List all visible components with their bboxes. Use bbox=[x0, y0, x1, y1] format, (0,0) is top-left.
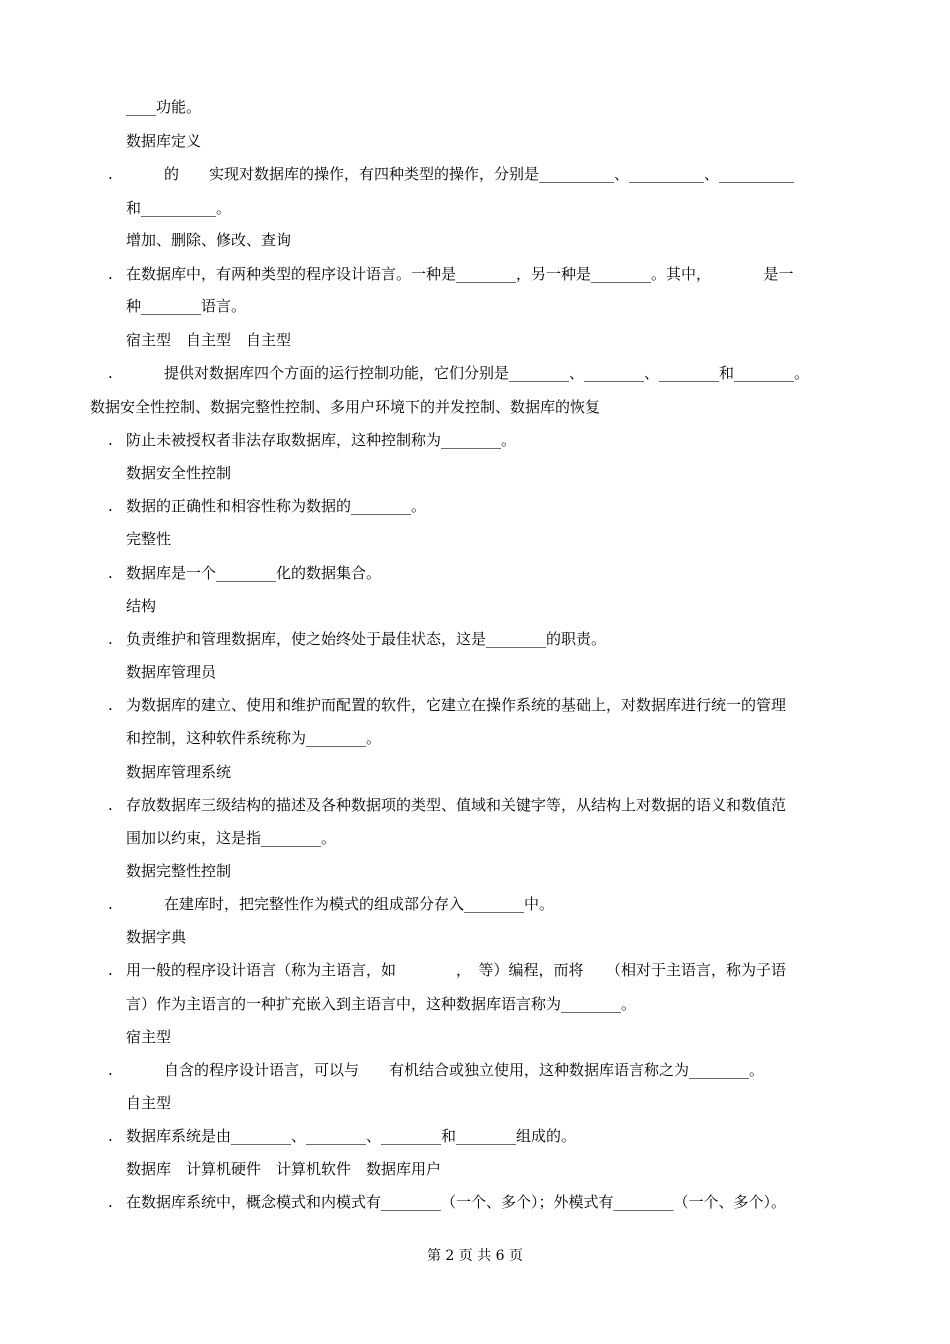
answer-line: 宿主型 自主型 自主型 bbox=[126, 331, 292, 349]
question-bullet: . bbox=[108, 165, 113, 183]
question-line: 负责维护和管理数据库，使之始终处于最佳状态，这是________的职责。 bbox=[126, 630, 607, 648]
answer-line: 数据库 计算机硬件 计算机软件 数据库用户 bbox=[126, 1160, 442, 1178]
question-line: 和控制，这种软件系统称为________。 bbox=[126, 729, 382, 747]
answer-line: 数据安全性控制 bbox=[126, 464, 232, 482]
answer-line: 结构 bbox=[126, 597, 157, 615]
question-bullet: . bbox=[108, 265, 113, 283]
question-line: 在数据库中，有两种类型的程序设计语言。一种是________，另一种是________。其中， 是一 bbox=[126, 265, 794, 283]
question-line: 和__________。 bbox=[126, 199, 232, 217]
question-bullet: . bbox=[108, 961, 113, 979]
answer-line: 数据库管理系统 bbox=[126, 763, 232, 781]
question-bullet: . bbox=[108, 895, 113, 913]
question-line: 围加以约束，这是指________。 bbox=[126, 829, 337, 847]
question-bullet: . bbox=[108, 1061, 113, 1079]
question-line: 提供对数据库四个方面的运行控制功能，它们分别是________、________、________和________。 bbox=[164, 364, 810, 382]
question-line: 为数据库的建立、使用和维护而配置的软件，它建立在操作系统的基础上，对数据库进行统一的管理 bbox=[126, 696, 787, 714]
page-number-footer: 第 2 页 共 6 页 bbox=[426, 1248, 524, 1264]
answer-line: 自主型 bbox=[126, 1094, 172, 1112]
question-bullet: . bbox=[108, 564, 113, 582]
question-line: 自含的程序设计语言，可以与 有机结合或独立使用，这种数据库语言称之为________。 bbox=[164, 1061, 765, 1079]
question-line: 在数据库系统中，概念模式和内模式有________（一个、多个）；外模式有________（一个、多个）。 bbox=[126, 1193, 787, 1211]
question-bullet: . bbox=[108, 1193, 113, 1211]
answer-line: 数据字典 bbox=[126, 928, 187, 946]
question-line: 数据库是一个________化的数据集合。 bbox=[126, 564, 382, 582]
answer-line: 完整性 bbox=[126, 530, 172, 548]
question-line: 存放数据库三级结构的描述及各种数据项的类型、值域和关键字等，从结构上对数据的语义和数值范 bbox=[126, 796, 787, 814]
question-line: 的 实现对数据库的操作，有四种类型的操作，分别是__________、__________、__________ bbox=[164, 165, 795, 183]
question-line: 数据库系统是由________、________、________和________组成的。 bbox=[126, 1127, 577, 1145]
question-bullet: . bbox=[108, 497, 113, 515]
question-bullet: . bbox=[108, 696, 113, 714]
question-line: 言）作为主语言的一种扩充嵌入到主语言中，这种数据库语言称为________。 bbox=[126, 995, 637, 1013]
answer-line: 数据库管理员 bbox=[126, 663, 217, 681]
answer-line: 数据库定义 bbox=[126, 132, 202, 150]
question-line: 防止未被授权者非法存取数据库，这种控制称为________。 bbox=[126, 431, 517, 449]
answer-line: 数据完整性控制 bbox=[126, 862, 232, 880]
question-bullet: . bbox=[108, 796, 113, 814]
question-bullet: . bbox=[108, 630, 113, 648]
question-line: 用一般的程序设计语言（称为主语言，如 ， 等）编程，而将 （相对于主语言，称为子语 bbox=[126, 961, 787, 979]
question-bullet: . bbox=[108, 431, 113, 449]
question-bullet: . bbox=[108, 1127, 113, 1145]
text-line: ____功能。 bbox=[126, 98, 202, 116]
question-line: 种________语言。 bbox=[126, 297, 247, 315]
answer-line: 增加、删除、修改、查询 bbox=[126, 231, 292, 249]
question-line: 数据的正确性和相容性称为数据的________。 bbox=[126, 497, 427, 515]
question-line: 在建库时，把完整性作为模式的组成部分存入________中。 bbox=[164, 895, 555, 913]
question-bullet: . bbox=[108, 364, 113, 382]
answer-line: 宿主型 bbox=[126, 1028, 172, 1046]
answer-line: 数据安全性控制、数据完整性控制、多用户环境下的并发控制、数据库的恢复 bbox=[90, 398, 601, 416]
